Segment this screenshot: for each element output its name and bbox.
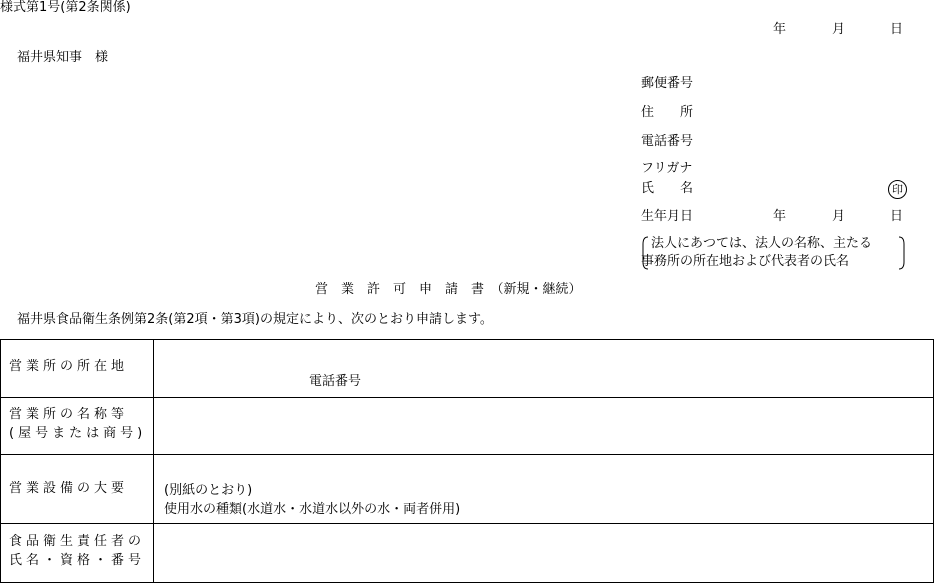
phone-in-table: 電話番号	[309, 374, 362, 389]
row-label-sub: 氏名・資格・番号	[9, 553, 146, 568]
table-row	[1, 524, 934, 583]
intro-text: 福井県食品衛生条例第2条(第2項・第3項)の規定により、次のとおり申請します。	[17, 312, 493, 327]
row-label: 営業設備の大要	[9, 481, 129, 496]
row-label-sub: (屋号または商号)	[9, 426, 147, 441]
address-label: 住 所	[641, 105, 694, 120]
birth-month: 月	[832, 209, 846, 224]
corp-note-line1: 法人にあつては、法人の名称、主たる	[651, 236, 873, 251]
table-row	[1, 340, 934, 398]
phone-label: 電話番号	[641, 134, 694, 149]
label-cell	[1, 398, 154, 455]
content-cell[interactable]	[154, 455, 934, 524]
content-cell[interactable]	[154, 340, 934, 398]
corp-note	[641, 236, 906, 270]
content-cell[interactable]	[154, 398, 934, 455]
name-label: 氏 名	[641, 181, 694, 196]
form-number: 様式第1号(第2条関係)	[0, 0, 131, 15]
document-title: 営 業 許 可 申 請 書 （新規・継続）	[315, 282, 582, 297]
equipment-note: (別紙のとおり)	[164, 483, 253, 498]
label-cell	[1, 524, 154, 583]
water-type: 使用水の種類(水道水・水道水以外の水・両者併用)	[164, 502, 461, 517]
postal-label: 郵便番号	[641, 76, 694, 91]
label-cell	[1, 340, 154, 398]
corp-note-line2: 事務所の所在地および代表者の氏名	[641, 254, 850, 269]
table-row	[1, 455, 934, 524]
table-row	[1, 398, 934, 455]
addressee: 福井県知事 様	[17, 50, 109, 65]
furigana-label: フリガナ	[641, 161, 693, 176]
birthdate-label: 生年月日	[641, 209, 694, 224]
content-cell[interactable]	[154, 524, 934, 583]
date-month: 月	[832, 22, 846, 37]
row-label: 営業所の所在地	[9, 359, 129, 374]
date-year: 年	[773, 22, 787, 37]
row-label: 営業所の名称等	[9, 407, 129, 422]
date-day: 日	[890, 22, 904, 37]
birth-year: 年	[773, 209, 787, 224]
seal-mark: 印	[888, 180, 907, 199]
label-cell	[1, 455, 154, 524]
application-table	[0, 339, 934, 583]
birth-day: 日	[890, 209, 904, 224]
row-label: 食品衛生責任者の	[9, 534, 146, 549]
